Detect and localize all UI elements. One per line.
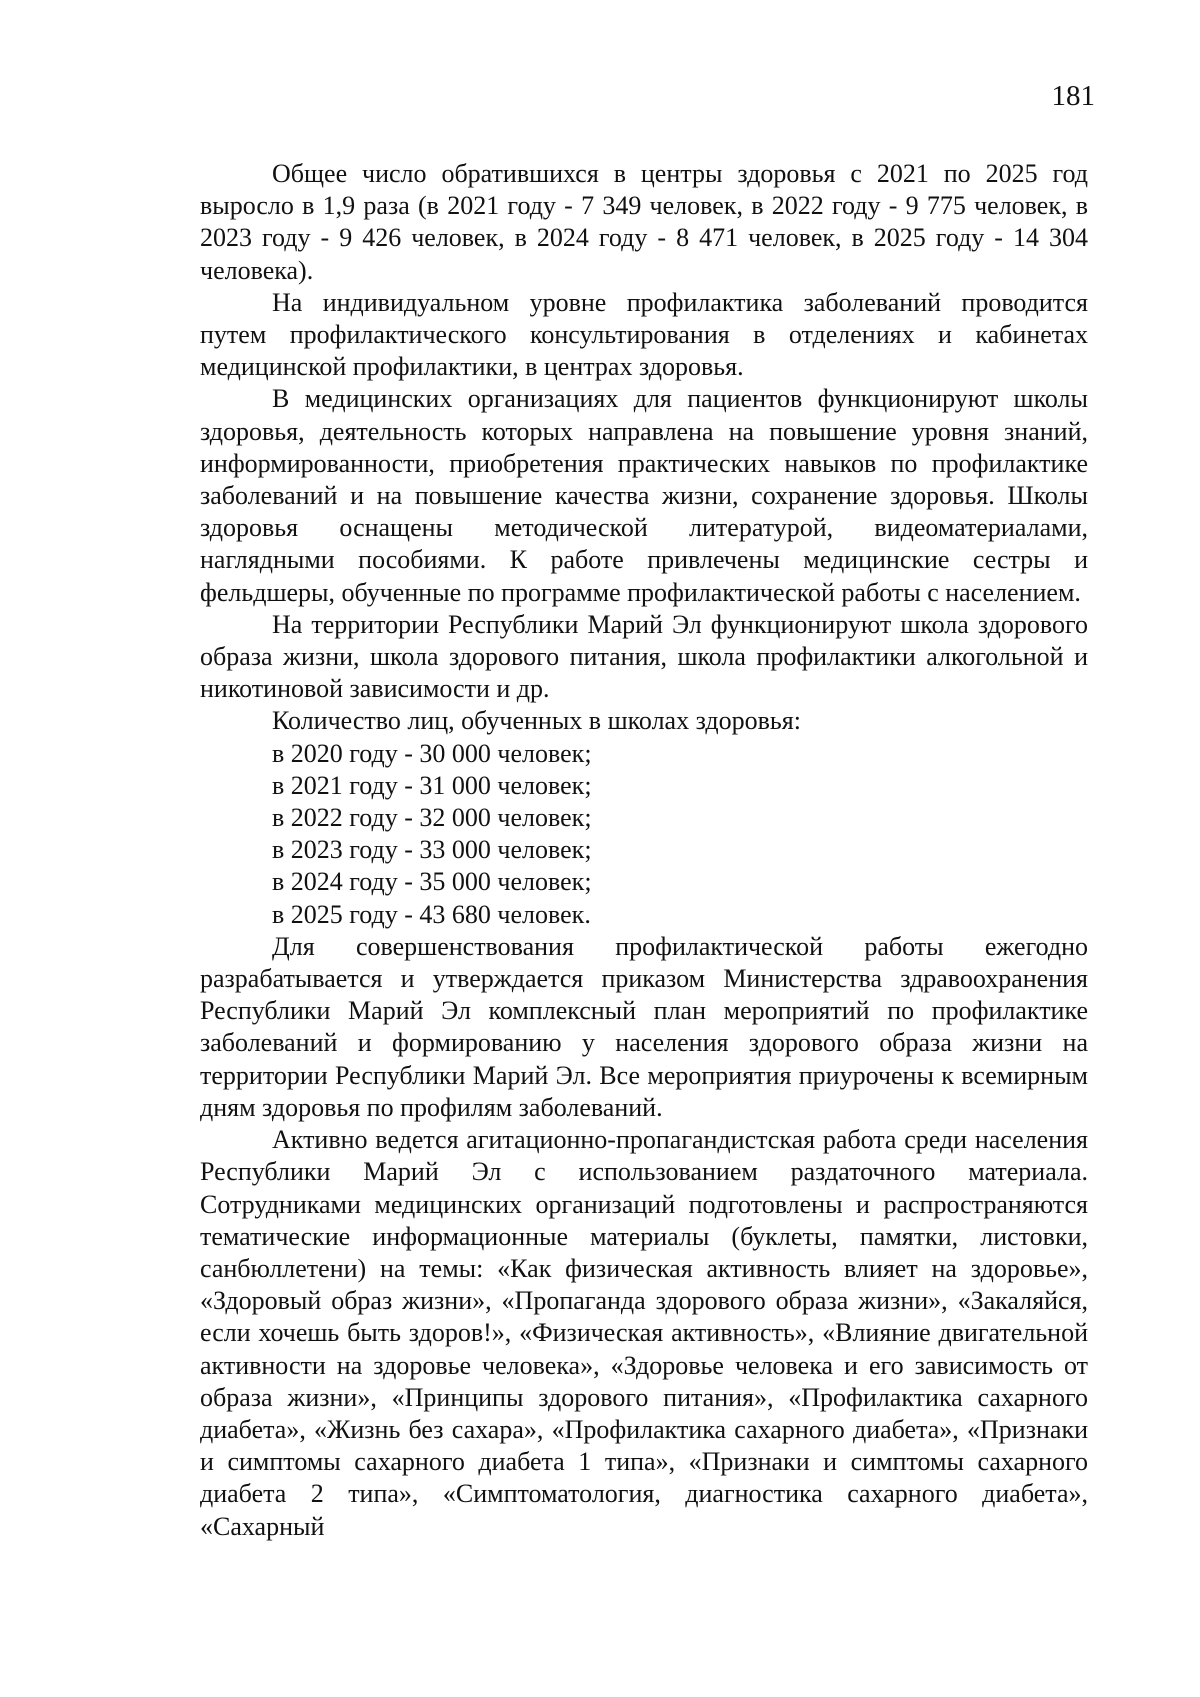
document-body <box>200 158 1088 1543</box>
list-heading: Количество лиц, обученных в школах здоровья: <box>272 706 801 736</box>
paragraph-individual-prevention: На индивидуальном уровне профилактика заболеваний проводится путем профилактического консультирования в отделениях и кабинетах медицинской профилактики, в центрах здоровья. <box>200 287 1088 382</box>
list-item: в 2022 году - 32 000 человек; <box>272 803 592 833</box>
paragraph-health-schools: В медицинских организациях для пациентов функционируют школы здоровья, деятельность которых направлена на повышение уровня знаний, информированности, приобретения практических навыков по профилактике заболеваний и на повышение качества жизни, сохранение здоровья. Школы здоровья оснащены методической литературой, видеоматериалами, наглядными пособиями. К работе привлечены медицинские сестры и фельдшеры, обученные по программе профилактической работы с населением. <box>200 384 1088 607</box>
page-number: 181 <box>1051 80 1095 112</box>
list-item: в 2023 году - 33 000 человек; <box>272 835 592 865</box>
paragraph-health-centers-visits: Общее число обратившихся в центры здоровья с 2021 по 2025 год выросло в 1,9 раза (в 2021 году - 7 349 человек, в 2022 году - 9 775 человек, в 2023 году - 9 426 человек, в 2024 году - 8 471 человек, в 2025 году - 14 304 человека). <box>200 159 1088 285</box>
list-item: в 2020 году - 30 000 человек; <box>272 738 592 768</box>
list-item: в 2024 году - 35 000 человек; <box>272 867 592 897</box>
paragraph-prevention-plan: Для совершенствования профилактической работы ежегодно разрабатывается и утверждается приказом Министерства здравоохранения Республики Марий Эл комплексный план мероприятий по профилактике заболеваний и формированию у населения здорового образа жизни на территории Республики Марий Эл. Все мероприятия приурочены к всемирным дням здоровья по профилям заболеваний. <box>200 931 1088 1122</box>
list-item: в 2025 году - 43 680 человек. <box>272 899 591 929</box>
paragraph-schools-in-republic: На территории Республики Марий Эл функционируют школа здорового образа жизни, школа здорового питания, школа профилактики алкогольной и никотиновой зависимости и др. <box>200 609 1088 704</box>
paragraph-propaganda-work: Активно ведется агитационно-пропагандистская работа среди населения Республики Марий Эл с использованием раздаточного материала. Сотрудниками медицинских организаций подготовлены и распространяются тематические информационные материалы (буклеты, памятки, листовки, санбюллетени) на темы: «Как физическая активность влияет на здоровье», «Здоровый образ жизни», «Пропаганда здорового образа жизни», «Закаляйся, если хочешь быть здоров!», «Физическая активность», «Влияние двигательной активности на здоровье человека», «Здоровье человека и его зависимость от образа жизни», «Принципы здорового питания», «Профилактика сахарного диабета», «Жизнь без сахара», «Профилактика сахарного диабета», «Признаки и симптомы сахарного диабета 1 типа», «Признаки и симптомы сахарного диабета 2 типа», «Симптоматология, диагностика сахарного диабета», «Сахарный <box>200 1125 1088 1541</box>
list-item: в 2021 году - 31 000 человек; <box>272 770 592 800</box>
